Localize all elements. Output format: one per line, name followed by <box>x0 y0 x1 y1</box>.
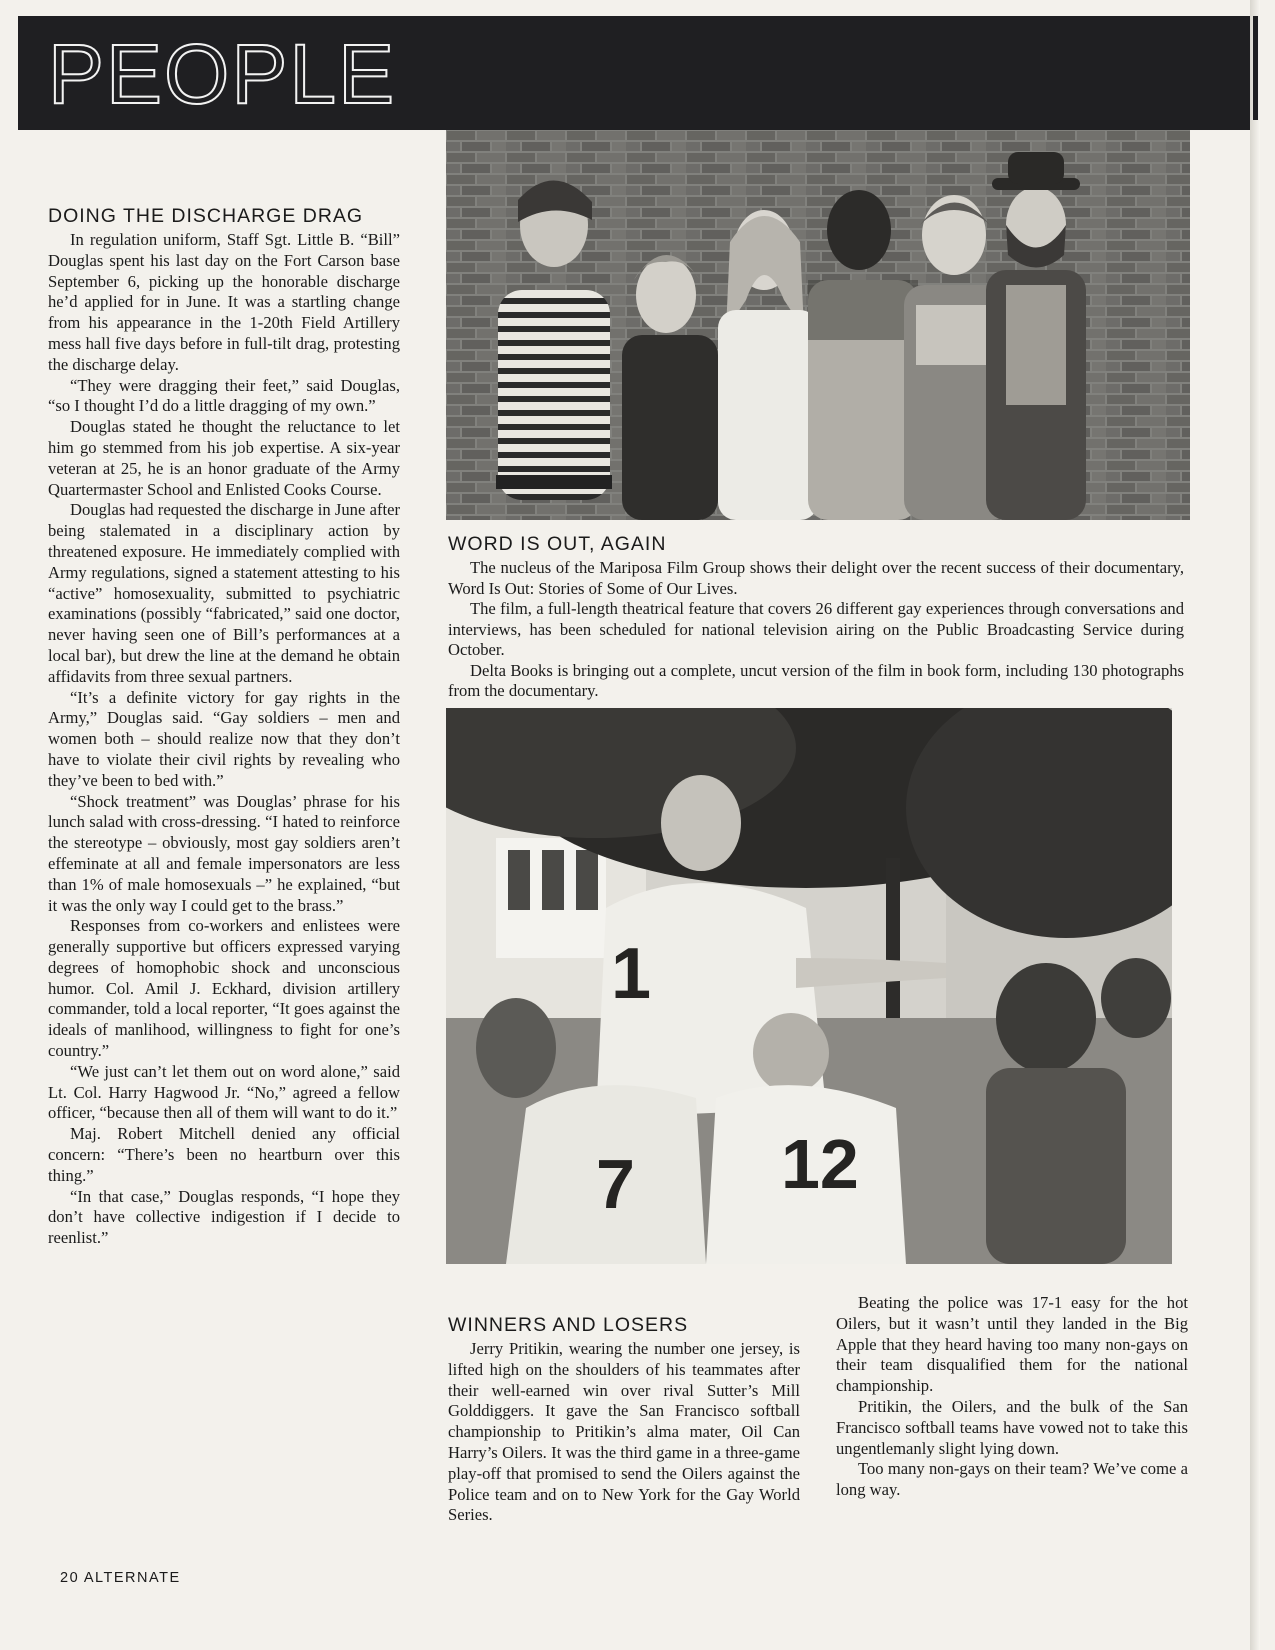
discharge-paragraph: “Shock treatment” was Douglas’ phrase for his lunch salad with cross-dressing. “I hated to reinforce the stereotype – obviously, most gay soldiers aren’t effeminate at all and female impersonators are less than 1% of male homosexuals –” he explained, “but it was the only way I could get to the brass.” <box>48 791 400 915</box>
header-banner <box>18 16 1256 130</box>
page-edge-mark <box>1253 16 1258 120</box>
winners-paragraph: Pritikin, the Oilers, and the bulk of the San Francisco softball teams have vowed not to take this ungentlemanly slight lying down. <box>836 1396 1188 1458</box>
word-is-out-paragraph: Delta Books is bringing out a complete, uncut version of the film in book form, including 130 photographs from the documentary. <box>448 660 1184 700</box>
discharge-paragraph: Maj. Robert Mitchell denied any official concern: “There’s been no heartburn over this thing.” <box>48 1124 400 1185</box>
group-photo <box>446 130 1190 520</box>
winners-article-continued <box>836 1293 1188 1501</box>
discharge-paragraph: Douglas stated he thought the reluctance to let him go stemmed from his job expertise. A six-year veteran at 25, he is an honor graduate of the Army Quartermaster School and Enlisted Cooks Course. <box>48 417 400 499</box>
softball-photo <box>446 708 1172 1264</box>
word-is-out-paragraph: The nucleus of the Mariposa Film Group shows their delight over the recent success of their documentary, Word Is Out: Stories of Some of Our Lives. <box>448 558 1184 598</box>
group-photo-image <box>446 130 1190 520</box>
winners-heading: WINNERS AND LOSERS <box>448 1314 689 1336</box>
discharge-paragraph: In regulation uniform, Staff Sgt. Little B. “Bill” Douglas spent his last day on the Fort Carson base September 6, picking up the honorable discharge he’d applied for in June. It was a startling change from his appearance in the 1-20th Field Artillery mess hall five days before in full-tilt drag, protesting the discharge delay. <box>48 230 400 374</box>
discharge-paragraph: “We just can’t let them out on word alone,” said Lt. Col. Harry Hagwood Jr. “No,” agreed a fellow officer, “because then all of them will want to do it.” <box>48 1061 400 1123</box>
word-is-out-article <box>448 533 1184 702</box>
discharge-paragraph: “They were dragging their feet,” said Douglas, “so I thought I’d do a little dragging of my own.” <box>48 375 400 416</box>
discharge-article <box>48 205 400 1249</box>
word-is-out-paragraph: The film, a full-length theatrical feature that covers 26 different gay experiences through conversations and interviews, has been scheduled for national television airing on the Public Broadcasting Service during October. <box>448 599 1184 659</box>
jersey-left-number: 7 <box>596 1145 635 1223</box>
discharge-paragraph: Responses from co-workers and enlistees were generally supportive but officers expressed varying degrees of homophobic shock and unconscious humor. Col. Amil J. Eckhard, division artillery commander, told a local reporter, “It goes against the ideals of manlihood, willingness to fight for one’s country.” <box>48 916 400 1061</box>
section-title: PEOPLE <box>48 27 397 121</box>
discharge-heading: DOING THE DISCHARGE DRAG <box>48 205 364 227</box>
page-footer: 20 ALTERNATE <box>60 1570 181 1586</box>
jersey-right-number: 12 <box>781 1125 859 1203</box>
discharge-paragraph: “It’s a definite victory for gay rights in the Army,” Douglas said. “Gay soldiers – men and women both – should realize now that they don’t have to violate their civil rights by revealing who they’ve been to bed with.” <box>48 687 400 790</box>
discharge-paragraph: Douglas had requested the discharge in June after being stalemated in a disciplinary action by threatened exposure. He immediately complied with Army regulations, signed a statement attesting to his “active” homosexuality, submitted to psychiatric examinations (possibly “fabricated,” said one doctor, never having seen one of Bill’s performances at a local bar), but drew the line at the demand he obtain affidavits from three sexual partners. <box>48 500 400 686</box>
winners-paragraph: Jerry Pritikin, wearing the number one jersey, is lifted high on the shoulders of his teammates after their well-earned win over rival Sutter’s Mill Golddiggers. It gave the San Francisco softball championship to Pritikin’s alma mater, Oil Can Harry’s Oilers. It was the third game in a three-game play-off that promised to send the Oilers against the Police team and on to New York for the Gay World Series. <box>448 1339 800 1525</box>
softball-photo-image <box>446 708 1172 1264</box>
winners-article <box>448 1314 800 1526</box>
word-is-out-heading: WORD IS OUT, AGAIN <box>448 533 667 555</box>
discharge-paragraph: “In that case,” Douglas responds, “I hope they don’t have collective indigestion if I decide to reenlist.” <box>48 1186 400 1248</box>
winners-paragraph: Too many non-gays on their team? We’ve come a long way. <box>836 1459 1188 1500</box>
jersey-main-number: 1 <box>611 934 652 1014</box>
winners-paragraph: Beating the police was 17-1 easy for the hot Oilers, but it wasn’t until they landed in the Big Apple that they heard having too many non-gays on their team disqualified them for the national championship. <box>836 1293 1188 1396</box>
page-edge <box>1250 0 1260 1650</box>
